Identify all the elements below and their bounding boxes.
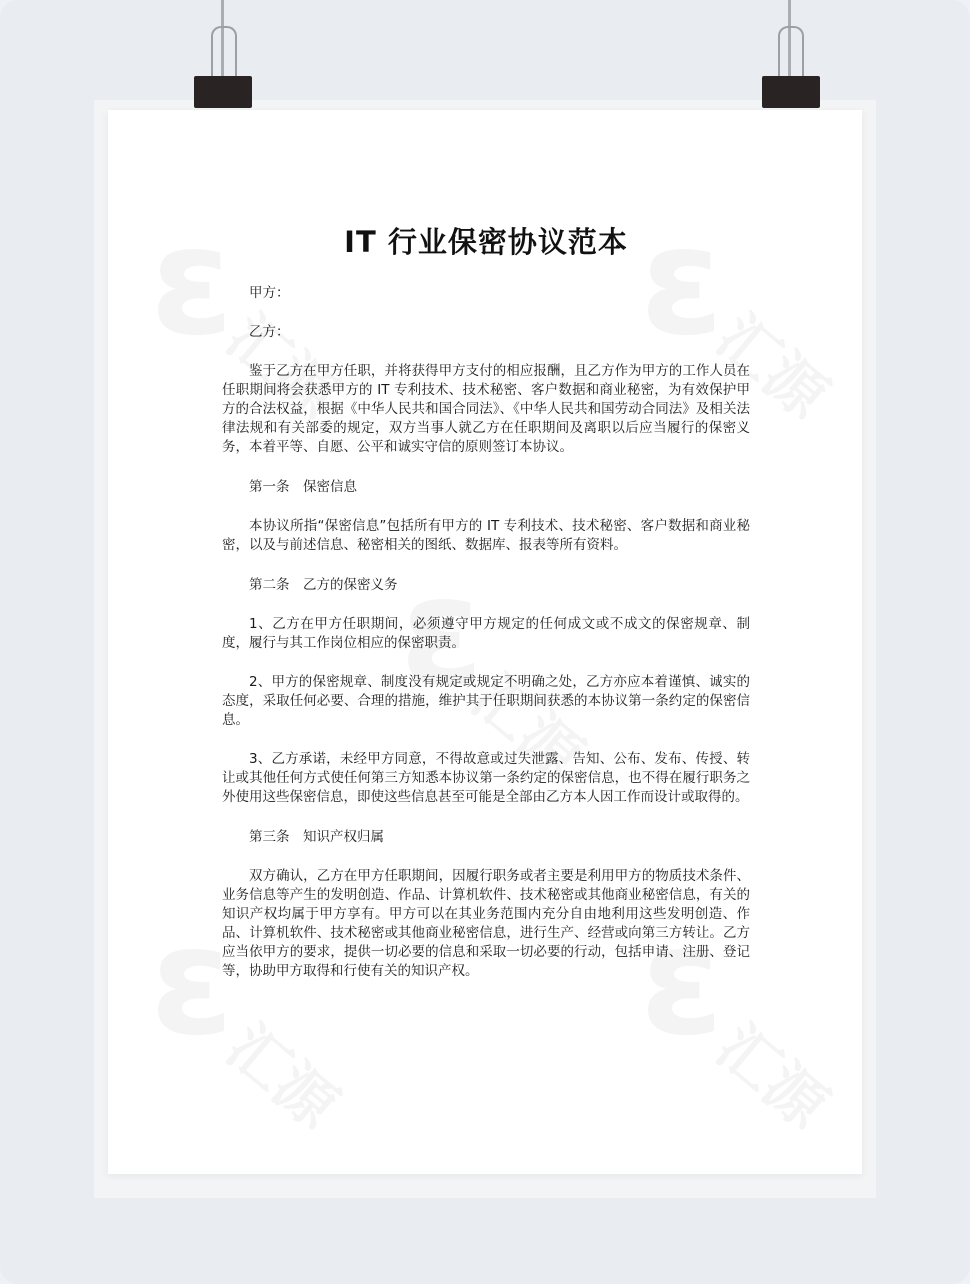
document-body bbox=[222, 218, 750, 981]
document-title: IT 行业保密协议范本 bbox=[344, 225, 628, 259]
article3-heading: 第三条 知识产权归属 bbox=[249, 829, 384, 845]
article2-item1: 1、乙方在甲方任职期间，必须遵守甲方规定的任何成文或不成文的保密规章、制度，履行与其工作岗位相应的保密职责。 bbox=[222, 616, 750, 651]
article2-heading: 第二条 乙方的保密义务 bbox=[249, 577, 398, 593]
article1-heading: 第一条 保密信息 bbox=[249, 479, 357, 495]
party-b-label: 乙方： bbox=[249, 324, 290, 340]
article2-item3: 3、乙方承诺，未经甲方同意，不得故意或过失泄露、告知、公布、发布、传授、转让或其他任何方式使任何第三方知悉本协议第一条约定的保密信息，也不得在履行职务之外使用这些保密信息，即使这些信息甚至可能是全部由乙方本人因工作而设计或取得的。 bbox=[222, 751, 750, 805]
article3-paragraph: 双方确认，乙方在甲方任职期间，因履行职务或者主要是利用甲方的物质技术条件、业务信息等产生的发明创造、作品、计算机软件、技术秘密或其他商业秘密信息，有关的知识产权均属于甲方享有。甲方可以在其业务范围内充分自由地利用这些发明创造、作品、计算机软件、技术秘密或其他商业秘密信息，进行生产、经营或向第三方转让。乙方应当依甲方的要求，提供一切必要的信息和采取一切必要的行动，包括申请、注册、登记等，协助甲方取得和行使有关的知识产权。 bbox=[222, 868, 750, 979]
article1-paragraph: 本协议所指“保密信息”包括所有甲方的 IT 专利技术、技术秘密、客户数据和商业秘密，以及与前述信息、秘密相关的图纸、数据库、报表等所有资料。 bbox=[222, 518, 750, 553]
party-a-label: 甲方： bbox=[249, 285, 290, 301]
preamble-paragraph: 鉴于乙方在甲方任职，并将获得甲方支付的相应报酬，且乙方作为甲方的工作人员在任职期间将会获悉甲方的 IT 专利技术、技术秘密、客户数据和商业秘密，为有效保护甲方的合法权益，根据《中华人民共和国合同法》、《中华人民共和国劳动合同法》及相关法律法规和有关部委的规定，双方当事人就乙方在任职期间及离职以后应当履行的保密义务，本着平等、自愿、公平和诚实守信的原则签订本协议。 bbox=[222, 363, 750, 455]
article2-item2: 2、甲方的保密规章、制度没有规定或规定不明确之处，乙方亦应本着谨慎、诚实的态度，采取任何必要、合理的措施，维护其于任职期间获悉的本协议第一条约定的保密信息。 bbox=[222, 674, 750, 728]
binder-clip-left bbox=[194, 76, 252, 108]
binder-clip-right bbox=[762, 76, 820, 108]
